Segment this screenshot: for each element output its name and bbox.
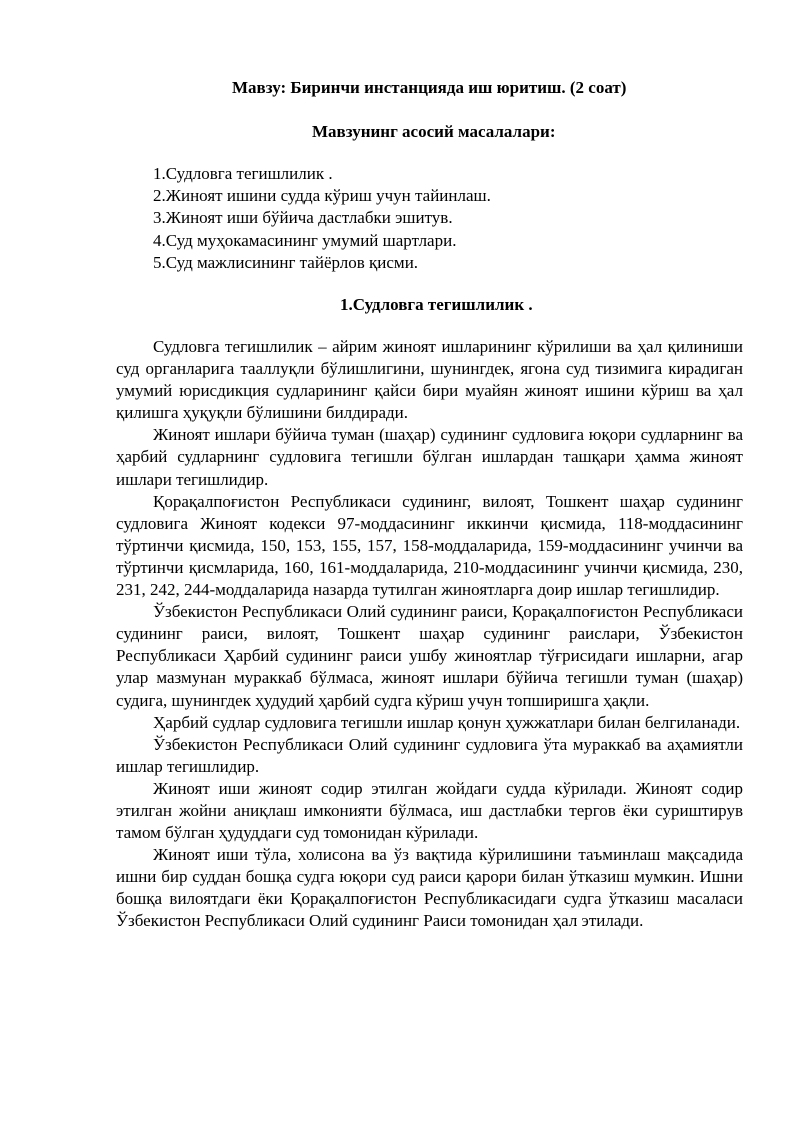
paragraph: Жиноят ишлари бўйича туман (шаҳар) судининг судловига юқори судларнинг ва ҳарбий судларнинг судловига тегишли бўлган ишлардан ташқари ҳамма жиноят ишлари тегишлидир. [116,425,743,489]
paragraph: Жиноят иши жиноят содир этилган жойдаги судда кўрилади. Жиноят содир этилган жойни аниқлаш имконияти бўлмаса, иш дастлабки тергов ёки суриштирув тамом бўлган ҳудуддаги суд томонидан кўрилади. [116,778,743,843]
list-item: 1.Судловга тегишлилик . [153,164,333,183]
list-item: 2.Жиноят ишини судда кўриш учун тайинлаш. [153,186,491,206]
body-text [116,336,743,933]
paragraph: Судловга тегишлилик – айрим жиноят ишларининг кўрилиши ва ҳал қилиниши суд органларига тааллуқли бўлишлигини, шунингдек, ягона суд тизимига кирадиган умумий юрисдикция судларининг қайси бири муайян жиноят ишини кўриш ва ҳал қилишга ҳуқуқли бўлишини билдиради. [116,337,743,423]
section-heading: 1.Судловга тегишлилик . [340,295,533,314]
paragraph: Жиноят иши тўла, холисона ва ўз вақтида кўрилишини таъминлаш мақсадида ишни бир суддан бошқа судга юқори суд раиси қарори билан ўтказиш мумкин. Ишни бошқа вилоятдаги ёки Қорақалпоғистон Республикасидаги судга ўтказиш масаласи Ўзбекистон Республикаси Олий судининг Раиси томонидан ҳал этилади. [116,845,743,931]
list-item: 5.Суд мажлисининг тайёрлов қисми. [153,252,419,272]
list-item: 4.Суд муҳокамасининг умумий шартлари. [153,230,457,250]
topic-title: Мавзу: Биринчи инстанцияда иш юритиш. (2 соат) [232,78,627,97]
paragraph: Қорақалпоғистон Республикаси судининг, вилоят, Тошкент шаҳар судининг судловига Жиноят кодекси 97-моддасининг иккинчи қисмида, 118-моддасининг тўртинчи қисмида, 150, 153, 155, 157, 158-моддаларида, 159-моддасининг учинчи ва тўртинчи қисмларида, 160, 161-моддаларида, 210-моддасининг учинчи қисмида, 230, 231, 242, 244-моддаларида назарда тутилган жиноятларга доир ишлар тегишлидир. [116,491,743,600]
issues-list [153,163,491,274]
list-item: 3.Жиноят иши бўйича дастлабки эшитув. [153,208,453,228]
paragraph: Ҳарбий судлар судловига тегишли ишлар қонун ҳужжатлари билан белгиланади. [153,712,741,732]
paragraph: Ўзбекистон Республикаси Олий судининг раиси, Қорақалпоғистон Республикаси судининг раиси, вилоят, Тошкент шаҳар судининг раислари, Ўзбекистон Республикаси Ҳарбий судининг раиси ушбу жиноятлар тўғрисидаги ишларни, агар улар мазмунан мураккаб бўлмаса, жиноят ишлари бўйича тегишли туман (шаҳар) судига, шунингдек ҳудудий ҳарбий судга кўриш учун топширишга ҳақли. [116,602,743,710]
issues-heading: Мавзунинг асосий масалалари: [312,122,556,141]
paragraph: Ўзбекистон Республикаси Олий судининг судловига ўта мураккаб ва аҳамиятли ишлар тегишлидир. [116,734,743,776]
